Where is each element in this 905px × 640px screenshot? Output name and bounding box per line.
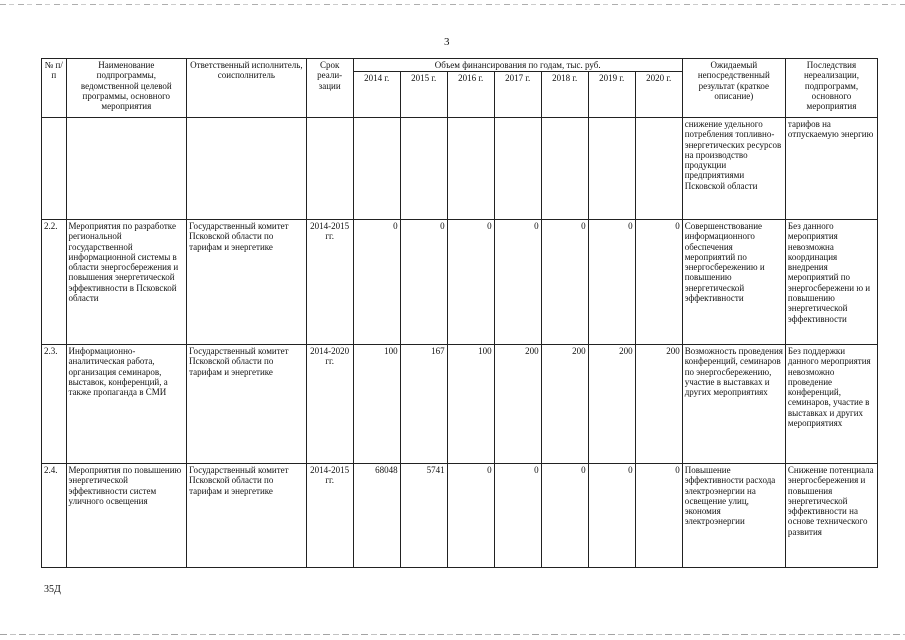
cell-responsible: Государственный комитет Псковской области по тарифам и энергетике: [187, 345, 307, 464]
header-funding: Объем финансирования по годам, тыс. руб.: [353, 59, 682, 72]
cell-value: 0: [447, 220, 494, 345]
cell-num: 2.3.: [42, 345, 67, 464]
header-year: 2020 г.: [635, 72, 682, 118]
page-number: 3: [444, 36, 450, 48]
scan-top-edge: [0, 4, 905, 5]
cell-value: 200: [541, 345, 588, 464]
header-num: № п/п: [42, 59, 67, 118]
cell-empty: [588, 118, 635, 220]
cell-expected: Совершенствование информационного обеспечения мероприятий по энергосбережению и повышению энергетической эффективности: [682, 220, 785, 345]
cell-empty: [541, 118, 588, 220]
header-year: 2019 г.: [588, 72, 635, 118]
header-responsible: Ответственный исполнитель, соисполнитель: [187, 59, 307, 118]
header-year: 2015 г.: [400, 72, 447, 118]
cell-value: 0: [588, 464, 635, 568]
cell-consequences: Без данного мероприятия невозможна координация внедрения мероприятий по энергосбережени ю и повышению энергетической эффективности: [785, 220, 877, 345]
cell-value: 0: [541, 220, 588, 345]
continuation-row: [42, 118, 878, 220]
cell-expected: Возможность проведения конференций, семинаров по энергосбережению, участие в выставках и других мероприятиях: [682, 345, 785, 464]
cell-value: 0: [447, 464, 494, 568]
header-expected: Ожидаемый непосредственный результат (краткое описание): [682, 59, 785, 118]
cell-empty: [494, 118, 541, 220]
cell-value: 200: [588, 345, 635, 464]
table-row: [42, 220, 878, 345]
cell-value: 100: [353, 345, 400, 464]
header-name: Наименование подпрограммы, ведомственной целевой программы, основного мероприятия: [66, 59, 187, 118]
footer-code: 35Д: [44, 584, 61, 595]
cell-name: Мероприятия по разработке региональной государственной информационной системы в области энергосбережения и повышения энергетической эффективности в Псковской области: [66, 220, 187, 345]
cell-value: 68048: [353, 464, 400, 568]
cell-empty: [353, 118, 400, 220]
cell-empty: [66, 118, 187, 220]
header-consequences: Последствия нереализации, подпрограмм, основного мероприятия: [785, 59, 877, 118]
table-row: [42, 464, 878, 568]
cell-value: 0: [588, 220, 635, 345]
header-year: 2016 г.: [447, 72, 494, 118]
cell-expected: Повышение эффективности расхода электроэнергии на освещение улиц, экономия электроэнергии: [682, 464, 785, 568]
cell-expected: снижение удельного потребления топливно-энергетических ресурсов на производство продукции предприятиями Псковской области: [682, 118, 785, 220]
cell-empty: [400, 118, 447, 220]
cell-num: 2.2.: [42, 220, 67, 345]
cell-term: 2014-2015 гг.: [306, 220, 353, 345]
cell-value: 200: [635, 345, 682, 464]
cell-name: Мероприятия по повышению энергетической эффективности систем уличного освещения: [66, 464, 187, 568]
cell-empty: [635, 118, 682, 220]
header-row: [42, 59, 878, 72]
cell-value: 200: [494, 345, 541, 464]
cell-value: 0: [541, 464, 588, 568]
header-term: Срок реали-зации: [306, 59, 353, 118]
header-year: 2017 г.: [494, 72, 541, 118]
cell-value: 0: [635, 220, 682, 345]
funding-table: [41, 58, 878, 568]
cell-responsible: Государственный комитет Псковской области по тарифам и энергетике: [187, 220, 307, 345]
cell-value: 167: [400, 345, 447, 464]
cell-responsible: Государственный комитет Псковской области по тарифам и энергетике: [187, 464, 307, 568]
cell-empty: [306, 118, 353, 220]
cell-name: Информационно-аналитическая работа, организация семинаров, выставок, конференций, а также пропаганда в СМИ: [66, 345, 187, 464]
cell-value: 0: [400, 220, 447, 345]
header-year: 2014 г.: [353, 72, 400, 118]
scan-bottom-edge: [0, 634, 905, 635]
cell-term: 2014-2015 гг.: [306, 464, 353, 568]
cell-consequences: тарифов на отпускаемую энергию: [785, 118, 877, 220]
cell-num: 2.4.: [42, 464, 67, 568]
cell-consequences: Снижение потенциала энергосбережения и повышения энергетической эффективности на основе технического развития: [785, 464, 877, 568]
cell-empty: [187, 118, 307, 220]
cell-value: 0: [635, 464, 682, 568]
cell-value: 5741: [400, 464, 447, 568]
cell-value: 100: [447, 345, 494, 464]
cell-consequences: Без поддержки данного мероприятия невозможно проведение конференций, семинаров, участие в выставках и других мероприятиях: [785, 345, 877, 464]
cell-empty: [42, 118, 67, 220]
cell-value: 0: [353, 220, 400, 345]
cell-value: 0: [494, 464, 541, 568]
header-year: 2018 г.: [541, 72, 588, 118]
table-row: [42, 345, 878, 464]
cell-empty: [447, 118, 494, 220]
cell-term: 2014-2020 гг.: [306, 345, 353, 464]
cell-value: 0: [494, 220, 541, 345]
